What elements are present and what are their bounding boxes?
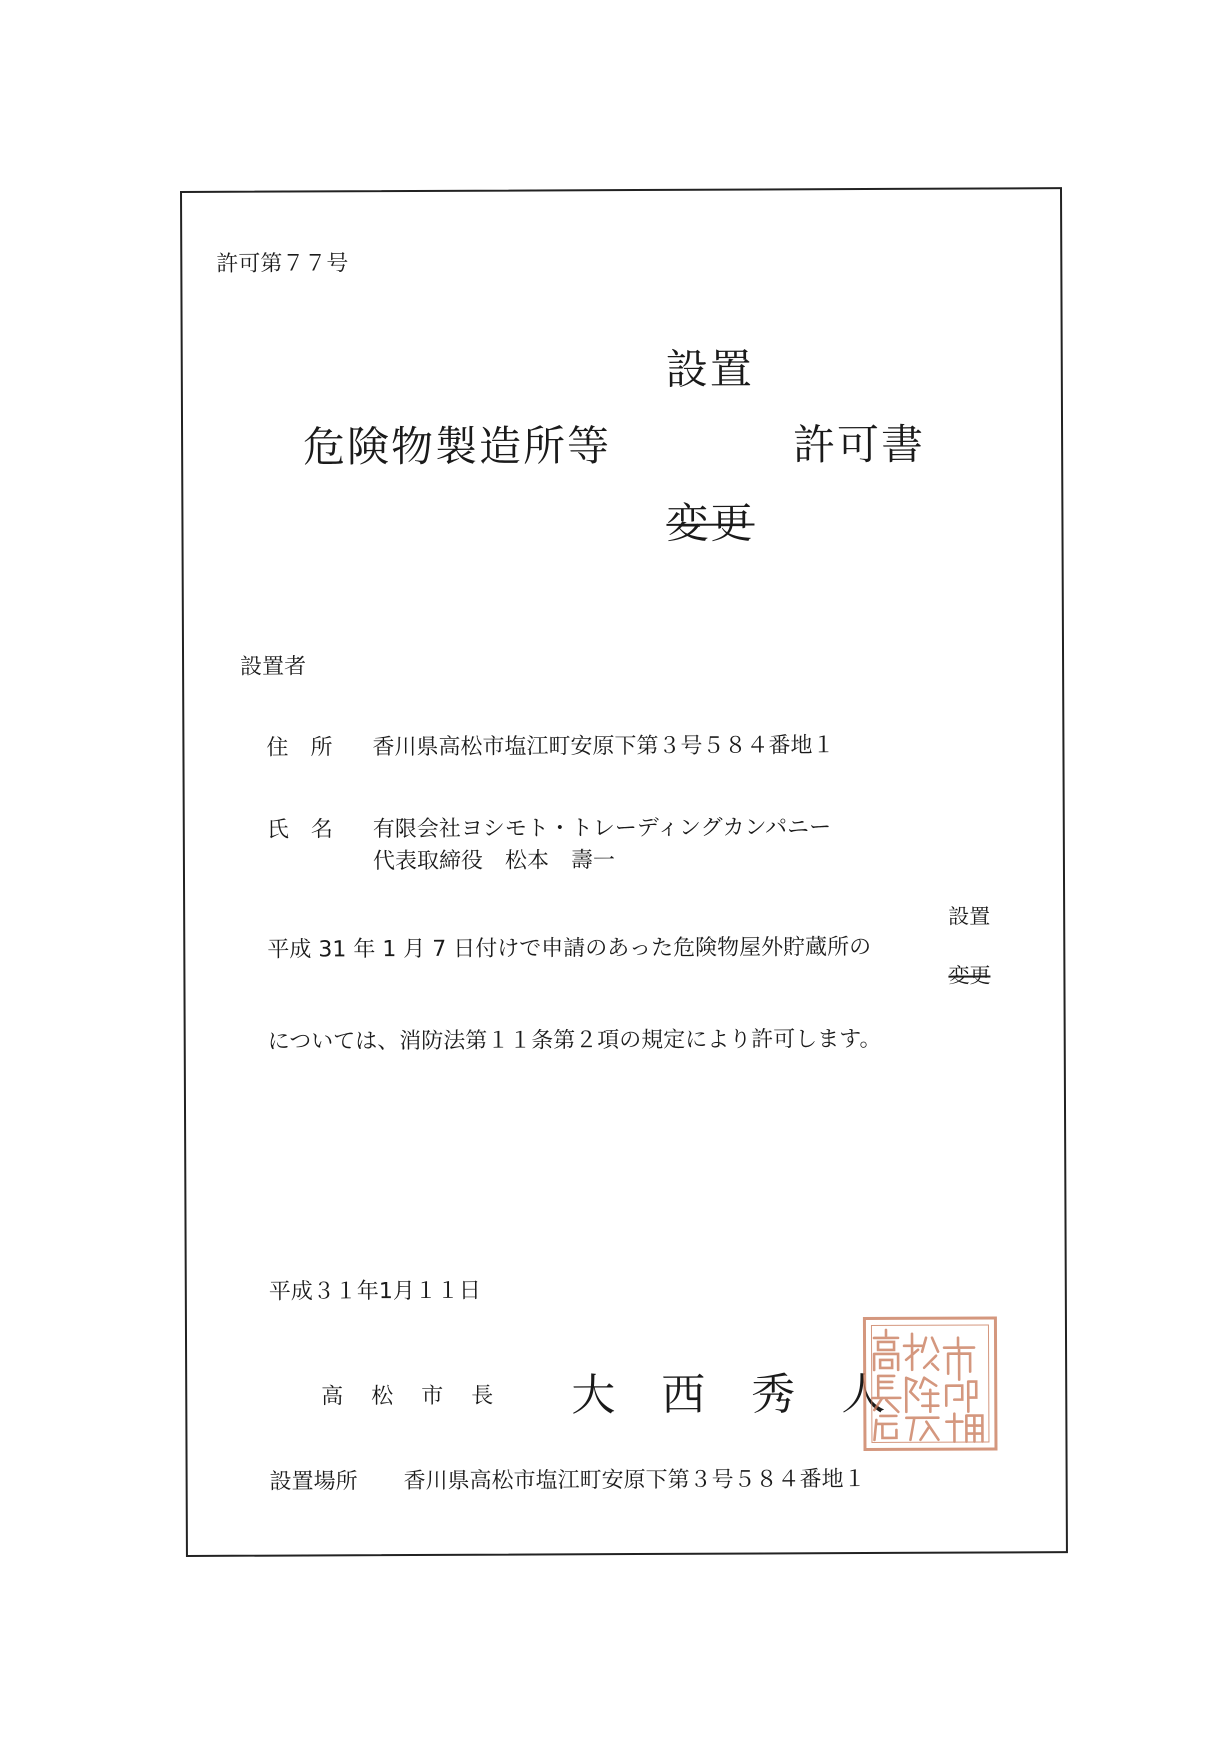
official-seal: [863, 1316, 998, 1451]
body-line-1: 平成 31 年 1 月 7 日付けで申請のあった危険物屋外貯蔵所の: [267, 934, 872, 963]
installer-label: 設置者: [240, 654, 307, 680]
title-option-install: 設置: [665, 344, 754, 394]
mayor-title: 高松市長: [321, 1383, 522, 1410]
document-title: 危険物製造所等: [303, 421, 612, 472]
location-value: 香川県高松市塩江町安原下第３号５８４番地１: [403, 1467, 866, 1495]
representative-name: 代表取締役 松本 壽一: [372, 848, 615, 875]
body-option-install: 設置: [948, 904, 991, 929]
location-label: 設置場所: [269, 1469, 358, 1495]
body-option-change-struck: 変更: [948, 963, 991, 988]
name-label: 氏 名: [266, 817, 333, 843]
title-option-change-struck: 変更: [666, 498, 755, 548]
mayor-name: 大西秀人: [571, 1368, 932, 1422]
company-name: 有限会社ヨシモト・トレーディングカンパニー: [372, 815, 832, 843]
issue-date: 平成３１年1月１１日: [268, 1278, 481, 1305]
permit-number: 許可第７７号: [216, 251, 349, 277]
address-label: 住 所: [266, 735, 333, 761]
address-value: 香川県高松市塩江町安原下第３号５８４番地１: [372, 733, 835, 761]
body-line-2: については、消防法第１１条第２項の規定により許可します。: [267, 1026, 882, 1055]
permit-document-frame: [180, 187, 1068, 1557]
title-suffix: 許可書: [793, 419, 926, 470]
